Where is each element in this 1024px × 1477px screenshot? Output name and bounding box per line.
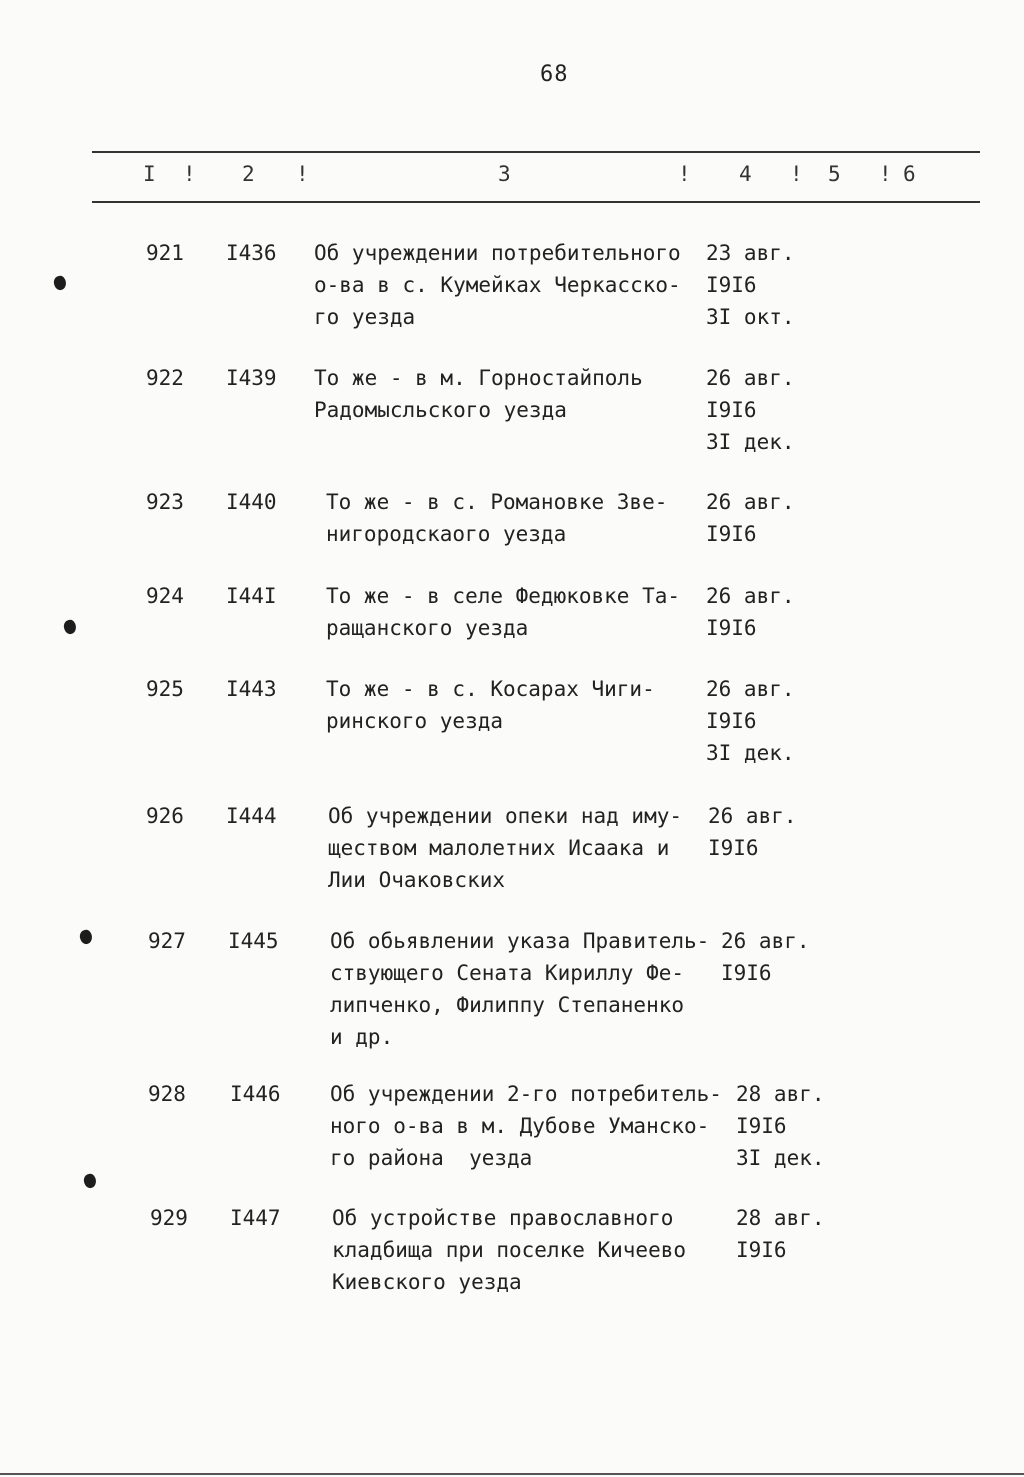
file-title: [332, 1202, 686, 1298]
file-dates: [706, 486, 795, 550]
date-line: 28 авг.: [736, 1206, 825, 1230]
file-dates: [721, 925, 810, 989]
file-dates: [736, 1202, 825, 1266]
title-line: Об устройстве православного: [332, 1206, 674, 1230]
title-line: ращанского уезда: [326, 616, 529, 640]
title-line: Киевского уезда: [332, 1270, 522, 1294]
date-line: 3I дек.: [736, 1146, 825, 1170]
date-line: 26 авг.: [706, 366, 795, 390]
header-separator: !: [790, 162, 803, 186]
row-number: 926: [146, 804, 184, 828]
header-separator: !: [879, 162, 892, 186]
title-line: То же - в с. Романовке Зве-: [326, 490, 668, 514]
file-number: I444: [226, 804, 277, 828]
header-col-2: 2: [242, 162, 255, 186]
date-line: 3I дек.: [706, 430, 795, 454]
header-col-6: 6: [903, 162, 916, 186]
row-number: 923: [146, 490, 184, 514]
row-number: 922: [146, 366, 184, 390]
title-line: о-ва в с. Кумейках Черкасско-: [314, 273, 681, 297]
file-title: [328, 800, 682, 896]
date-line: 3I окт.: [706, 305, 795, 329]
punch-hole-mark: [82, 1172, 98, 1189]
file-title: [314, 362, 643, 426]
title-line: и др.: [330, 1025, 394, 1049]
date-line: I9I6: [706, 709, 757, 733]
punch-hole-mark: [78, 928, 94, 945]
title-line: ного о-ва в м. Дубове Уманско-: [330, 1114, 710, 1138]
header-separator: !: [678, 162, 691, 186]
row-number: 924: [146, 584, 184, 608]
title-line: го района уезда: [330, 1146, 533, 1170]
punch-hole-mark: [62, 618, 78, 635]
title-line: То же - в м. Горностайполь: [314, 366, 643, 390]
title-line: Об учреждении потребительного: [314, 241, 681, 265]
file-dates: [736, 1078, 825, 1174]
date-line: I9I6: [706, 273, 757, 297]
date-line: 3I дек.: [706, 741, 795, 765]
header-col-4: 4: [739, 162, 752, 186]
file-number: I44I: [226, 584, 277, 608]
header-col-3: 3: [498, 162, 511, 186]
date-line: I9I6: [708, 836, 759, 860]
title-line: Радомысльского уезда: [314, 398, 567, 422]
title-line: То же - в селе Федюковке Та-: [326, 584, 681, 608]
file-dates: [706, 362, 795, 458]
file-number: I445: [228, 929, 279, 953]
file-number: I436: [226, 241, 277, 265]
file-title: [314, 237, 681, 333]
file-dates: [706, 673, 795, 769]
page-number: 68: [540, 62, 569, 87]
file-number: I446: [230, 1082, 281, 1106]
date-line: I9I6: [736, 1114, 787, 1138]
row-number: 928: [148, 1082, 186, 1106]
file-dates: [706, 580, 795, 644]
title-line: Лии Очаковских: [328, 868, 506, 892]
title-line: Об обьявлении указа Правитель-: [330, 929, 710, 953]
date-line: 26 авг.: [706, 490, 795, 514]
file-dates: [706, 237, 795, 333]
header-separator: !: [183, 162, 196, 186]
table-header-bottom-rule: [92, 201, 980, 203]
date-line: 26 авг.: [706, 584, 795, 608]
title-line: ществом малолетних Исаака и: [328, 836, 670, 860]
title-line: го уезда: [314, 305, 416, 329]
date-line: I9I6: [736, 1238, 787, 1262]
header-separator: !: [296, 162, 309, 186]
file-number: I439: [226, 366, 277, 390]
date-line: I9I6: [706, 398, 757, 422]
date-line: 26 авг.: [721, 929, 810, 953]
date-line: 28 авг.: [736, 1082, 825, 1106]
date-line: I9I6: [721, 961, 772, 985]
date-line: 26 авг.: [706, 677, 795, 701]
row-number: 927: [148, 929, 186, 953]
title-line: липченко, Филиппу Степаненко: [330, 993, 685, 1017]
punch-hole-mark: [52, 274, 68, 291]
title-line: Об учреждении опеки над иму-: [328, 804, 683, 828]
date-line: 26 авг.: [708, 804, 797, 828]
title-line: нигородскаого уезда: [326, 522, 567, 546]
file-title: [326, 580, 680, 644]
header-col-1: I: [143, 162, 156, 186]
title-line: ствующего Сената Кириллу Фе-: [330, 961, 685, 985]
file-title: [326, 486, 667, 550]
header-col-5: 5: [828, 162, 841, 186]
page-bottom-edge: [0, 1473, 1024, 1475]
file-title: [330, 925, 709, 1053]
title-line: То же - в с. Косарах Чиги-: [326, 677, 655, 701]
row-number: 925: [146, 677, 184, 701]
title-line: Об учреждении 2-го потребитель-: [330, 1082, 722, 1106]
row-number: 921: [146, 241, 184, 265]
file-title: [330, 1078, 722, 1174]
title-line: ринского уезда: [326, 709, 504, 733]
file-number: I447: [230, 1206, 281, 1230]
date-line: I9I6: [706, 522, 757, 546]
table-header-top-rule: [92, 151, 980, 153]
title-line: кладбища при поселке Кичеево: [332, 1238, 687, 1262]
file-title: [326, 673, 655, 737]
date-line: 23 авг.: [706, 241, 795, 265]
row-number: 929: [150, 1206, 188, 1230]
file-number: I440: [226, 490, 277, 514]
file-dates: [708, 800, 797, 864]
date-line: I9I6: [706, 616, 757, 640]
file-number: I443: [226, 677, 277, 701]
